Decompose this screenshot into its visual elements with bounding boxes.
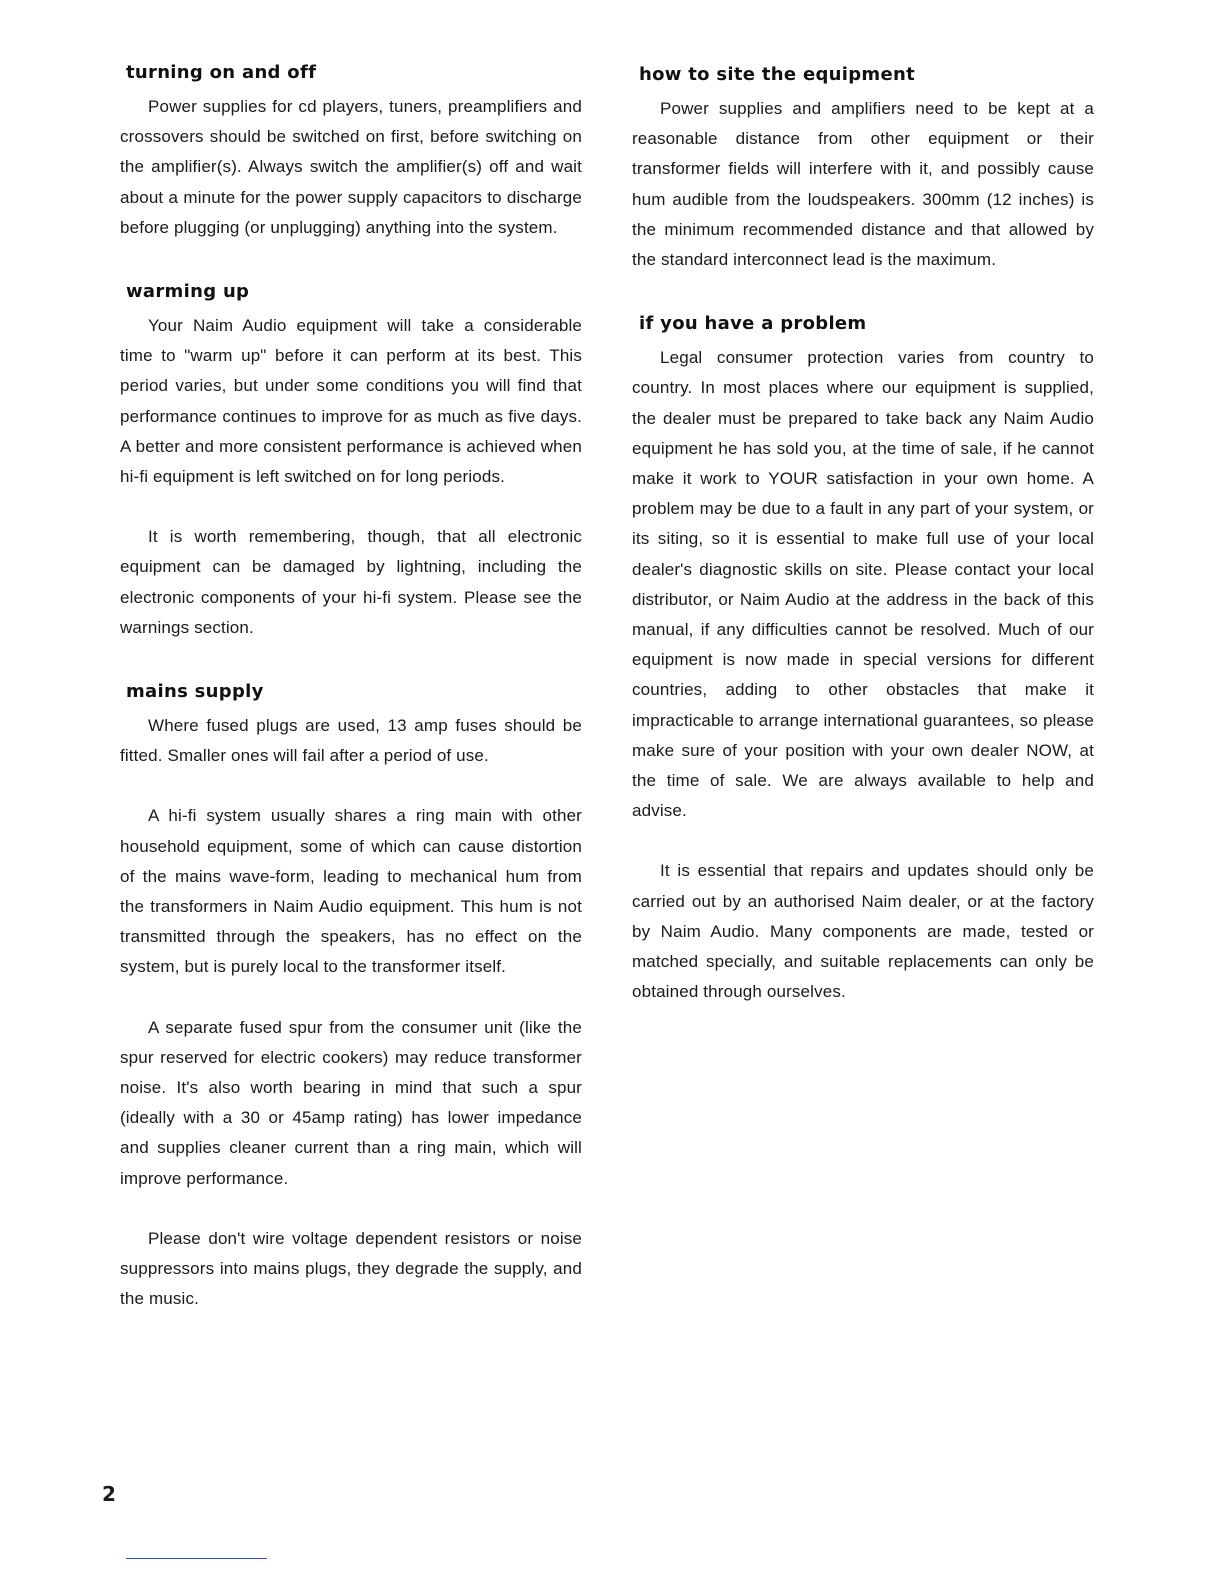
section-heading: how to site the equipment [639,64,916,85]
paragraph: A separate fused spur from the consumer unit (like the spur reserved for electric cookers) may reduce transformer noise. It's also worth bearing in mind that such a spur (ideally with a 30 or 45amp rating) has lower impedance and supplies cleaner current than a ring main, which will improve performance. [120,1017,582,1188]
section-heading: warming up [126,281,250,303]
paragraph: Power supplies for cd players, tuners, preamplifiers and crossovers should be switched on first, before switching on the amplifier(s). Always switch the amplifier(s) off and wait about a minute for the power supply capacitors to discharge before plugging (or unplugging) anything into the system. [120,97,582,237]
section-turning-on-and-off [120,60,582,243]
section-mains-supply [120,679,582,1314]
section-if-you-have-a-problem [632,311,1094,1007]
section-heading: if you have a problem [639,313,867,335]
page-number: 2 [102,1482,116,1506]
section-warming-up [120,279,582,643]
paragraph: Power supplies and amplifiers need to be kept at a reasonable distance from other equipment or their transformer fields will interfere with it, and possibly cause hum audible from the loudspeakers. 300mm (12 inches) is the minimum recommended distance and that allowed by the standard interconnect lead is the maximum. [632,99,1094,270]
section-heading: mains supply [126,681,264,703]
footer-rule [126,1558,267,1559]
right-column [632,62,1094,1043]
paragraph: Where fused plugs are used, 13 amp fuses should be fitted. Smaller ones will fail after a period of use. [120,716,582,766]
paragraph: It is worth remembering, though, that all electronic equipment can be damaged by lightning, including the electronic components of your hi-fi system. Please see the warnings section. [120,527,582,637]
paragraph: It is essential that repairs and updates should only be carried out by an authorised Naim dealer, or at the factory by Naim Audio. Many components are made, tested or matched specially, and suitable replacements can only be obtained through ourselves. [632,861,1094,1002]
paragraph: Your Naim Audio equipment will take a considerable time to "warm up" before it can perform at its best. This period varies, but under some conditions you will find that performance continues to improve for as much as five days. A better and more consistent performance is achieved when hi-fi equipment is left switched on for long periods. [120,316,582,487]
section-how-to-site-the-equipment [632,62,1094,275]
paragraph: Please don't wire voltage dependent resistors or noise suppressors into mains plugs, they degrade the supply, and the music. [120,1228,582,1309]
paragraph: Legal consumer protection varies from country to country. In most places where our equipment is supplied, the dealer must be prepared to take back any Naim Audio equipment he has sold you, at the time of sale, if he cannot make it work to YOUR satisfaction in your own home. A problem may be due to a fault in any part of your system, or its siting, so it is essential to make full use of your local dealer's diagnostic skills on site. Please contact your local distributor, or Naim Audio at the address in the back of this manual, if any difficulties cannot be resolved. Much of our equipment is now made in special versions for different countries, adding to other obstacles that make it impracticable to arrange international guarantees, so please make sure of your position with your own dealer NOW, at the time of sale. We are always available to help and advise. [632,348,1094,821]
section-heading: turning on and off [126,62,317,83]
paragraph: A hi-fi system usually shares a ring main with other household equipment, some of which can cause distortion of the mains wave-form, leading to mechanical hum from the transformers in Naim Audio equipment. This hum is not transmitted through the speakers, has no effect on the system, but is purely local to the transformer itself. [120,806,582,977]
left-column [120,60,582,1351]
